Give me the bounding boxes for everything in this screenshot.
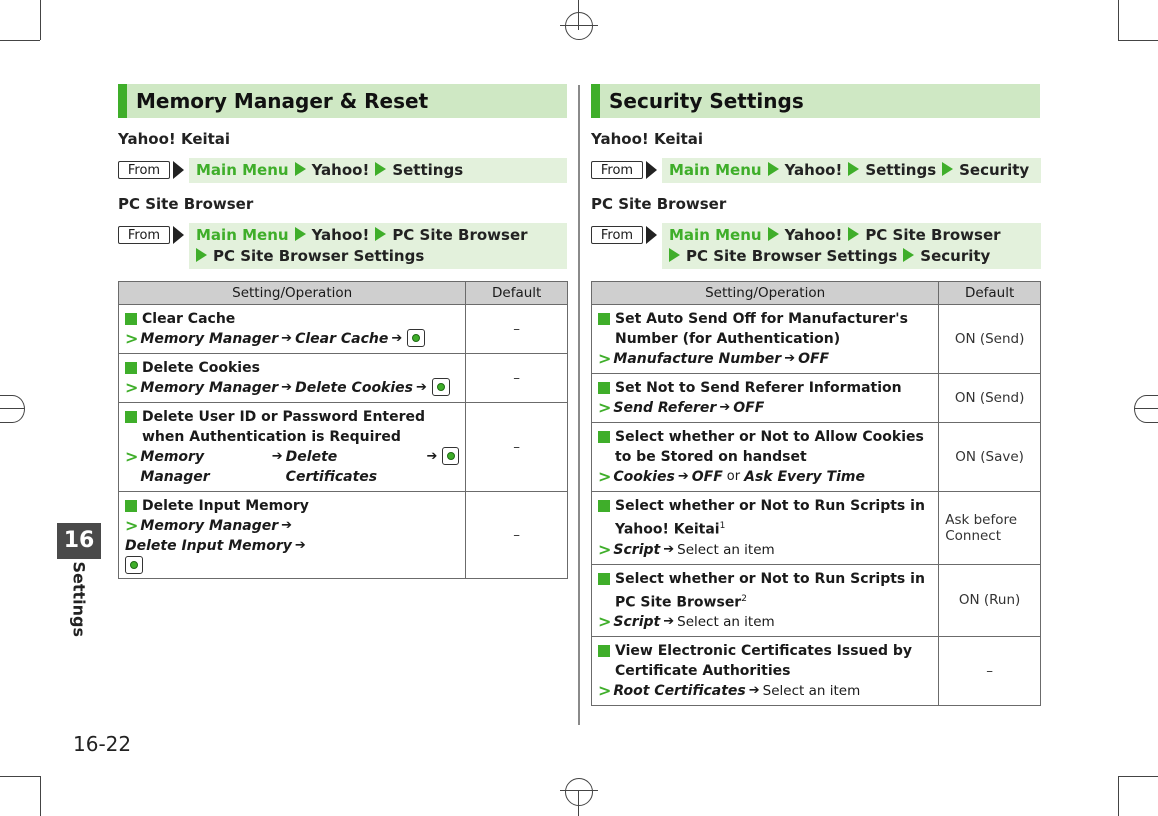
square-bullet-icon <box>125 411 137 423</box>
registration-mark <box>0 395 25 423</box>
path-step: Yahoo! <box>784 161 843 179</box>
operation-step: Select an item <box>762 683 861 700</box>
default-value: – <box>466 305 568 354</box>
operation-step: Ask Every Time <box>744 469 865 485</box>
menu-path <box>189 158 567 183</box>
operation-step: Memory Manager <box>140 331 279 347</box>
arrow-right-icon: ➔ <box>281 380 293 395</box>
table-row <box>592 637 1041 706</box>
registration-mark <box>1134 395 1158 423</box>
operation-step: Memory Manager <box>140 449 210 485</box>
default-value: – <box>466 492 568 579</box>
arrow-right-icon: ➔ <box>719 400 731 415</box>
menu-path <box>189 223 567 269</box>
arrow-icon <box>848 227 859 241</box>
operation-step: Clear Cache <box>295 331 389 347</box>
arrow-right-icon: ➔ <box>748 683 760 699</box>
chevron-right-icon: > <box>598 398 612 417</box>
setting-title: Delete User ID or Password Entered when Authentication is Required <box>142 409 426 445</box>
square-bullet-icon <box>125 362 137 374</box>
setting-title: Delete Input Memory <box>142 498 309 514</box>
operation-step: Memory Manager <box>140 380 279 396</box>
setting-title: Delete Cookies <box>142 360 260 376</box>
chapter-number-tab: 16 <box>57 523 101 559</box>
memory-manager-table <box>118 281 568 579</box>
default-value: ON (Send) <box>939 305 1041 374</box>
from-path-yahoo <box>118 158 567 183</box>
table-row <box>592 492 1041 565</box>
arrow-icon <box>375 162 386 176</box>
square-bullet-icon <box>125 500 137 512</box>
setting-title: Set Not to Send Referer Information <box>615 380 902 396</box>
from-path-yahoo <box>591 158 1041 183</box>
table-row <box>119 492 568 579</box>
from-arrow-icon <box>173 161 184 179</box>
chevron-right-icon: > <box>598 539 612 559</box>
menu-path <box>662 158 1041 183</box>
yahoo-keitai-heading: Yahoo! Keitai <box>118 130 231 148</box>
square-bullet-icon <box>125 313 137 325</box>
table-row <box>119 305 568 354</box>
square-bullet-icon <box>598 382 610 394</box>
section-title-memory-manager: Memory Manager & Reset <box>118 84 567 118</box>
arrow-right-icon: ➔ <box>677 469 689 484</box>
arrow-right-icon: ➔ <box>663 614 675 630</box>
crop-mark <box>40 0 41 40</box>
path-step: PC Site Browser Settings <box>686 247 898 265</box>
square-bullet-icon <box>598 573 610 585</box>
operation-step: Delete Certificates <box>285 449 378 485</box>
center-key-icon <box>407 329 425 347</box>
column-header: Setting/Operation <box>592 282 939 305</box>
square-bullet-icon <box>598 500 610 512</box>
chevron-right-icon: > <box>598 467 612 486</box>
path-step: Yahoo! <box>311 226 370 244</box>
operation-step: OFF <box>798 351 830 367</box>
arrow-right-icon: ➔ <box>391 331 403 346</box>
from-label: From <box>118 226 170 244</box>
default-value: – <box>939 637 1041 706</box>
footnote-marker: 2 <box>741 593 747 604</box>
arrow-right-icon: ➔ <box>281 331 293 346</box>
crop-mark <box>0 40 40 41</box>
table-row <box>592 305 1041 374</box>
default-value: ON (Save) <box>939 423 1041 492</box>
registration-mark <box>565 12 593 40</box>
arrow-right-icon: ➔ <box>784 351 796 366</box>
menu-path <box>662 223 1041 269</box>
pc-site-browser-heading: PC Site Browser <box>118 195 254 213</box>
setting-title: Set Auto Send Off for Manufacturer's Number (for Authentication) <box>615 311 908 347</box>
path-step: Yahoo! <box>311 161 370 179</box>
center-key-icon <box>125 556 143 574</box>
from-arrow-icon <box>646 226 657 244</box>
center-key-icon <box>432 378 450 396</box>
table-row <box>592 423 1041 492</box>
chevron-right-icon: > <box>125 378 139 397</box>
path-step: Main Menu <box>669 161 762 179</box>
operation-step: Manufacture Number <box>613 351 782 367</box>
operation-step: Memory Manager <box>140 518 279 534</box>
arrow-right-icon: ➔ <box>294 538 306 553</box>
or-text: or <box>726 469 741 484</box>
arrow-icon <box>848 162 859 176</box>
path-step: Security <box>959 161 1030 179</box>
path-step: PC Site Browser Settings <box>213 247 425 265</box>
registration-mark <box>565 778 593 806</box>
from-label: From <box>591 161 643 179</box>
path-step: Settings <box>392 161 464 179</box>
path-step: Main Menu <box>669 226 762 244</box>
from-path-pc-site <box>118 223 567 269</box>
from-path-pc-site <box>591 223 1041 269</box>
arrow-icon <box>768 162 779 176</box>
from-arrow-icon <box>173 226 184 244</box>
path-step: Settings <box>865 161 937 179</box>
yahoo-keitai-heading: Yahoo! Keitai <box>591 130 704 148</box>
path-step: Security <box>920 247 991 265</box>
arrow-right-icon: ➔ <box>281 518 293 533</box>
arrow-right-icon: ➔ <box>426 449 438 464</box>
arrow-icon <box>375 227 386 241</box>
setting-title: Clear Cache <box>142 311 236 327</box>
operation-step: Cookies <box>613 469 675 485</box>
column-header: Default <box>939 282 1041 305</box>
chevron-right-icon: > <box>125 447 139 466</box>
table-row <box>592 374 1041 423</box>
default-value: Ask before Connect <box>939 492 1041 565</box>
default-value: ON (Run) <box>939 564 1041 637</box>
from-arrow-icon <box>646 161 657 179</box>
chevron-right-icon: > <box>598 681 612 701</box>
path-step: Main Menu <box>196 226 289 244</box>
arrow-right-icon: ➔ <box>416 380 427 395</box>
setting-title: Select whether or Not to Run Scripts in PC Site Browser <box>615 570 925 611</box>
chevron-right-icon: > <box>598 612 612 632</box>
arrow-icon <box>295 227 306 241</box>
setting-title: Select whether or Not to Run Scripts in Yahoo! Keitai <box>615 498 925 538</box>
operation-step: Select an item <box>677 614 775 631</box>
from-label: From <box>118 161 170 179</box>
crop-mark <box>0 776 40 777</box>
path-step: PC Site Browser <box>865 226 1001 244</box>
square-bullet-icon <box>598 645 610 657</box>
arrow-right-icon: ➔ <box>271 449 283 464</box>
operation-step: Select an item <box>677 541 775 558</box>
column-header: Default <box>466 282 568 305</box>
path-step: PC Site Browser <box>392 226 528 244</box>
operation-step: OFF <box>733 400 765 416</box>
operation-step: Send Referer <box>613 400 717 416</box>
registration-mark <box>560 25 598 26</box>
arrow-right-icon: ➔ <box>663 541 675 557</box>
operation-step: Delete Cookies <box>295 380 413 396</box>
default-value: – <box>466 354 568 403</box>
arrow-icon <box>942 162 953 176</box>
registration-mark <box>560 790 598 791</box>
default-value: ON (Send) <box>939 374 1041 423</box>
operation-step: OFF <box>691 469 723 485</box>
chapter-label: Settings <box>69 561 89 638</box>
chevron-right-icon: > <box>598 349 612 368</box>
column-header: Setting/Operation <box>119 282 466 305</box>
arrow-icon <box>196 248 207 262</box>
table-row <box>119 403 568 492</box>
pc-site-browser-heading: PC Site Browser <box>591 195 727 213</box>
table-row <box>119 354 568 403</box>
security-settings-table <box>591 281 1041 706</box>
crop-mark <box>40 776 41 816</box>
path-step: Main Menu <box>196 161 289 179</box>
chevron-right-icon: > <box>125 329 139 348</box>
arrow-icon <box>903 248 914 262</box>
footnote-marker: 1 <box>719 521 726 531</box>
square-bullet-icon <box>598 313 610 325</box>
path-step: Yahoo! <box>784 226 843 244</box>
operation-step: Delete Input Memory <box>125 538 292 554</box>
setting-title: Select whether or Not to Allow Cookies to be Stored on handset <box>615 429 924 465</box>
operation-step: Root Certificates <box>613 683 746 700</box>
column-divider <box>578 85 580 725</box>
crop-mark <box>1118 776 1158 777</box>
crop-mark <box>1118 40 1158 41</box>
from-label: From <box>591 226 643 244</box>
setting-title: View Electronic Certificates Issued by Certificate Authorities <box>615 643 913 680</box>
operation-step: Script <box>613 541 661 558</box>
square-bullet-icon <box>598 431 610 443</box>
table-row <box>592 564 1041 637</box>
crop-mark <box>1118 776 1119 816</box>
arrow-icon <box>295 162 306 176</box>
section-title-security: Security Settings <box>591 84 1040 118</box>
arrow-icon <box>768 227 779 241</box>
operation-step: Script <box>613 614 661 631</box>
default-value: – <box>466 403 568 492</box>
chevron-right-icon: > <box>125 516 139 535</box>
center-key-icon <box>442 447 459 465</box>
crop-mark <box>1118 0 1119 40</box>
arrow-icon <box>669 248 680 262</box>
page-number: 16-22 <box>73 732 132 756</box>
